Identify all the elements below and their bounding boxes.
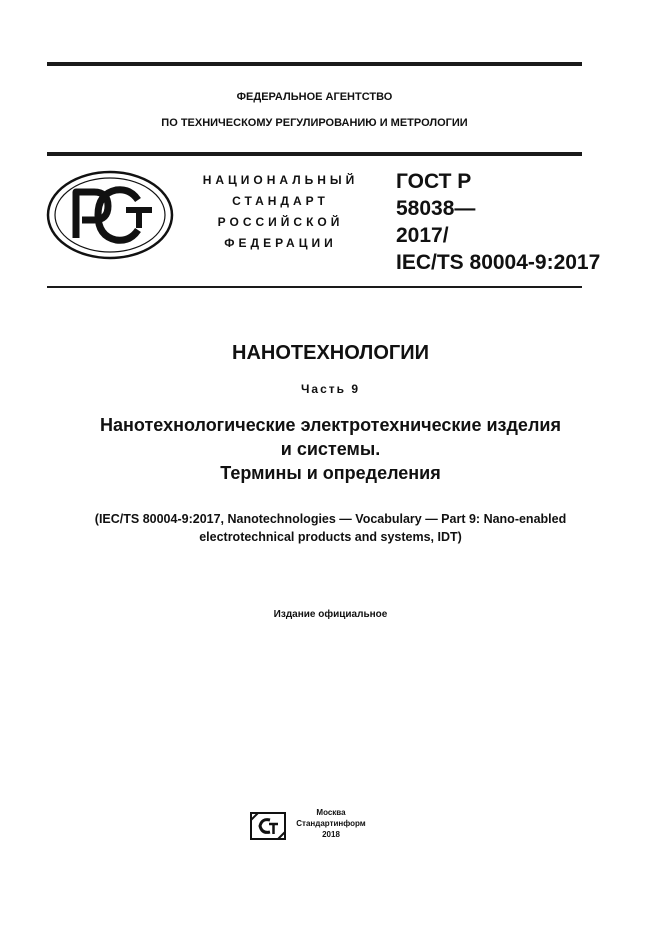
national-line-3: РОССИЙСКОЙ [217, 215, 344, 229]
designation-line-1: ГОСТ Р [396, 170, 472, 193]
standard-designation [396, 168, 600, 276]
rst-certification-logo-icon [46, 170, 174, 260]
subtitle-line-1: Нанотехнологические электротехнические изделия [100, 415, 561, 435]
publisher-block [291, 807, 371, 840]
designation-line-3: 2017/ [396, 224, 449, 247]
national-line-2: СТАНДАРТ [232, 194, 329, 208]
edition-label: Издание официальное [273, 609, 388, 620]
national-line-4: ФЕДЕРАЦИИ [224, 236, 337, 250]
document-subtitle [0, 413, 661, 485]
agency-line-2: ПО ТЕХНИЧЕСКОМУ РЕГУЛИРОВАНИЮ И МЕТРОЛОГИИ [161, 117, 468, 129]
lower-rule [47, 286, 582, 288]
subtitle-line-3: Термины и определения [220, 463, 441, 483]
international-reference [0, 510, 661, 546]
reference-line-1: (IEC/TS 80004-9:2017, Nanotechnologies — Vocabulary — Part 9: Nano-enabled [94, 512, 567, 526]
agency-line-1: ФЕДЕРАЛЬНОЕ АГЕНТСТВО [236, 91, 393, 103]
top-rule [47, 62, 582, 66]
designation-line-2: 58038— [396, 197, 476, 220]
national-standard-label [188, 170, 373, 254]
subtitle-line-2: и системы. [280, 439, 381, 459]
reference-line-2: electrotechnical products and systems, IDT) [199, 530, 462, 544]
middle-rule [47, 152, 582, 156]
publisher-name: Стандартинформ [296, 819, 366, 828]
standartinform-logo-icon [250, 812, 286, 840]
publisher-year: 2018 [322, 830, 340, 839]
designation-line-4: IEC/TS 80004-9:2017 [396, 251, 601, 274]
part-number: Часть 9 [300, 382, 361, 396]
document-title: НАНОТЕХНОЛОГИИ [232, 342, 429, 364]
publisher-city: Москва [316, 808, 346, 817]
national-line-1: НАЦИОНАЛЬНЫЙ [202, 173, 359, 187]
